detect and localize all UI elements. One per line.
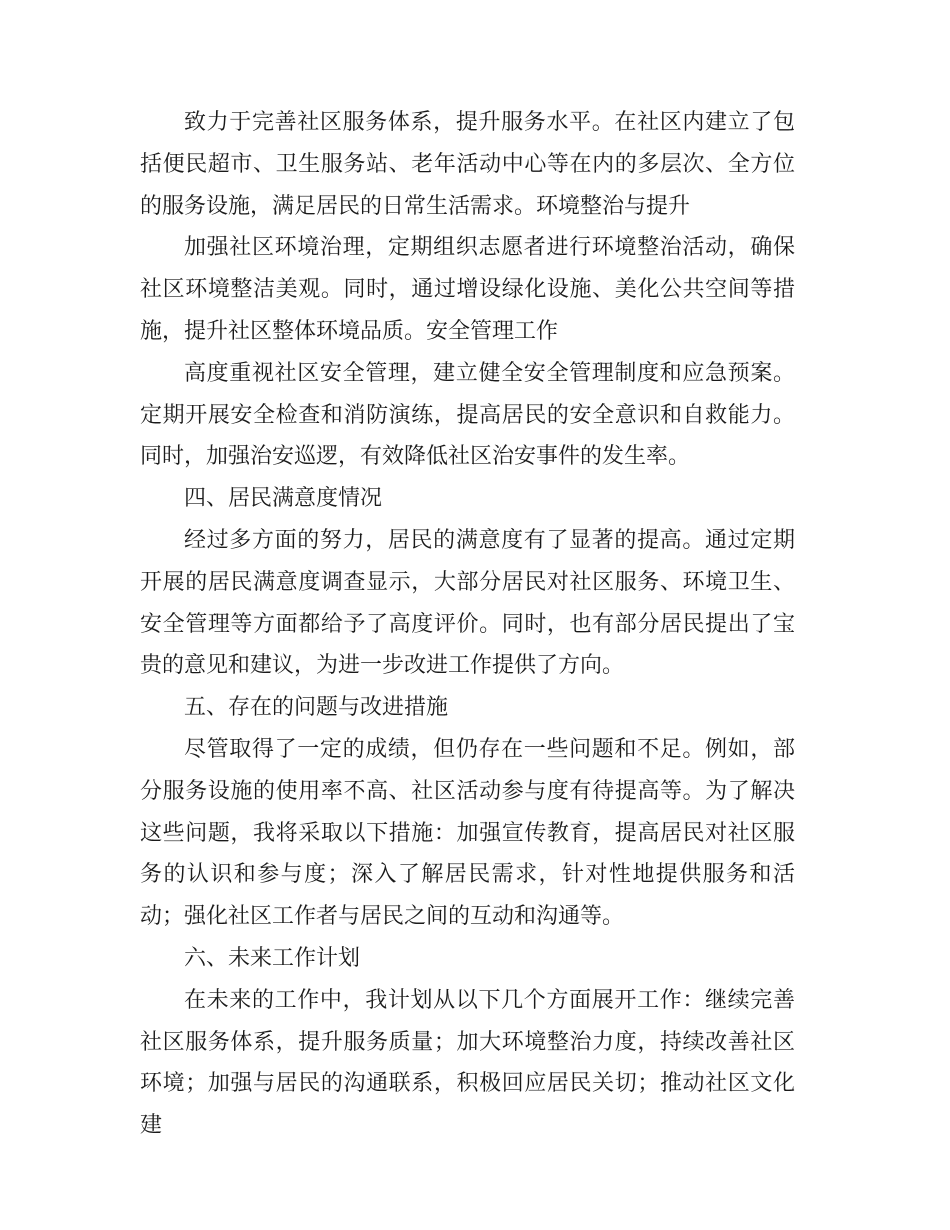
paragraph-safety: 高度重视社区安全管理，建立健全安全管理制度和应急预案。定期开展安全检查和消防演练，提高居民的安全意识和自救能力。同时，加强治安巡逻，有效降低社区治安事件的发生率。 [140, 360, 795, 470]
document-body [140, 102, 795, 1147]
section-heading-future-plan: 六、未来工作计划 [184, 945, 361, 971]
paragraph-satisfaction: 经过多方面的努力，居民的满意度有了显著的提高。通过定期开展的居民满意度调查显示，大部分居民对社区服务、环境卫生、安全管理等方面都给予了高度评价。同时，也有部分居民提出了宝贵的意见和建议，为进一步改进工作提供了方向。 [140, 527, 795, 679]
paragraph-environment: 加强社区环境治理，定期组织志愿者进行环境整治活动，确保社区环境整洁美观。同时，通过增设绿化设施、美化公共空间等措施，提升社区整体环境品质。安全管理工作 [140, 235, 795, 344]
section-heading-problems: 五、存在的问题与改进措施 [184, 695, 449, 721]
paragraph-problems: 尽管取得了一定的成绩，但仍存在一些问题和不足。例如，部分服务设施的使用率不高、社区活动参与度有待提高等。为了解决这些问题，我将采取以下措施：加强宣传教育，提高居民对社区服务的认识和参与度；深入了解居民需求，针对性地提供服务和活动；强化社区工作者与居民之间的互动和沟通等。 [140, 736, 795, 930]
paragraph-future-plan: 在未来的工作中，我计划从以下几个方面展开工作：继续完善社区服务体系，提升服务质量；加大环境整治力度，持续改善社区环境；加强与居民的沟通联系，积极回应居民关切；推动社区文化建 [140, 987, 795, 1139]
paragraph-community-services: 致力于完善社区服务体系，提升服务水平。在社区内建立了包括便民超市、卫生服务站、老年活动中心等在内的多层次、全方位的服务设施，满足居民的日常生活需求。环境整治与提升 [140, 110, 795, 219]
section-heading-satisfaction: 四、居民满意度情况 [184, 486, 383, 512]
